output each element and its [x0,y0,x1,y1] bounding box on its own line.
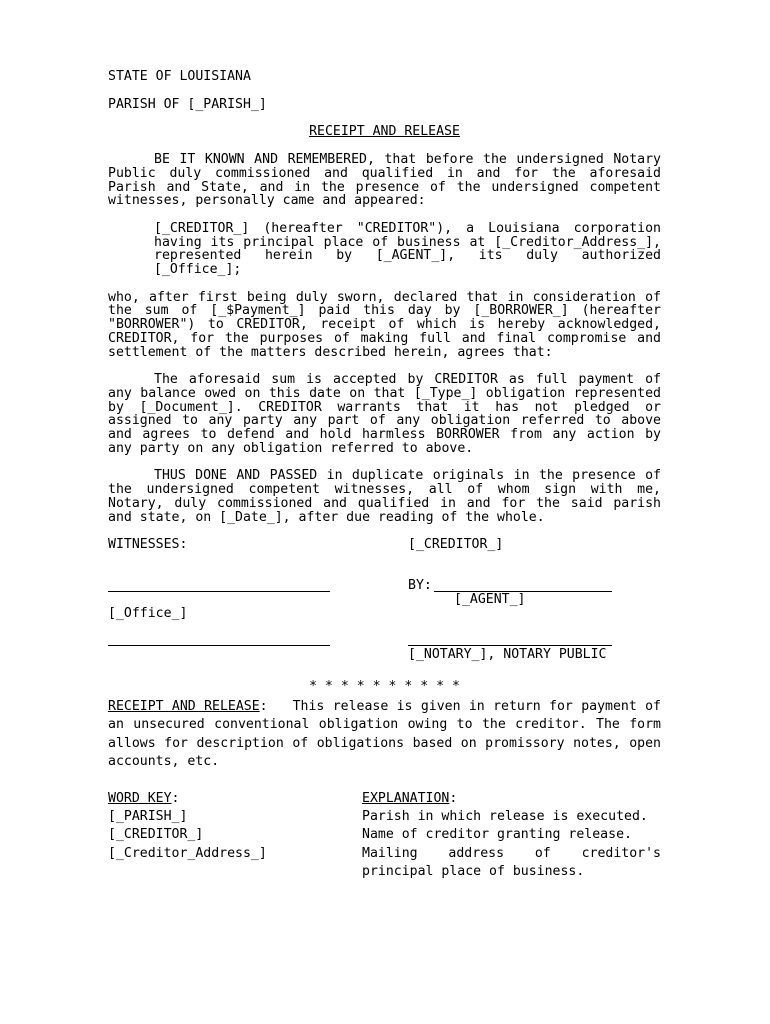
word-key-term: [_CREDITOR_] [108,827,204,843]
creditor-signature-name: [_CREDITOR_] [408,537,504,553]
paragraph-creditor: [_CREDITOR_] (hereafter "CREDITOR"), a Louisiana corporation having its principal place of business at [_Creditor_Address_], represented herein by [_AGENT_], its duly authorized [_Office_]; [154,220,661,278]
document-page [108,70,661,882]
word-key-row [108,845,661,882]
word-key-explanation: Mailing address of creditor's principal place of business. [362,845,661,880]
notary-name: [_NOTARY_], NOTARY PUBLIC [408,647,607,663]
state-heading: STATE OF LOUISIANA [108,69,251,84]
word-key-row [108,808,661,826]
release-note: RECEIPT AND RELEASE: This release is given in return for payment of an unsecured conventional obligation owing to the creditor. The form allows for description of obligations based on promissory notes, open accounts, etc. [108,698,661,770]
paragraph-declaration: who, after first being duly sworn, declared that in consideration of the sum of [_$Payment_] paid this day by [_BORROWER_] (hereafter "BORROWER") to CREDITOR, receipt of which is hereby acknowledged, CREDITOR, for the purposes of making full and final compromise and settlement of the matters described herein, agrees that: [108,289,661,360]
note-heading: RECEIPT AND RELEASE [108,698,260,714]
agent-name: [_AGENT_] [454,592,526,608]
paragraph-appearance: BE IT KNOWN AND REMEMBERED, that before the undersigned Notary Public duly commissioned and qualified in and for the aforesaid Parish and State, and in the presence of the undersigned competent witnesses, personally came and appeared: [108,152,661,209]
paragraph-acceptance: The aforesaid sum is accepted by CREDITOR as full payment of any balance owed on this date on that [_Type_] obligation represented by [_Document_]. CREDITOR warrants that it has not pledged or assigned to any party any part of any obligation referred to above and agrees to defend and hold harmless BORROWER from any action by any party on any obligation referred to above. [108,372,661,456]
word-key-header: WORD KEY: EXPLANATION: [108,790,458,806]
note-text: This release is given in return for payment of an unsecured conventional obligation owing to the creditor. The form allows for description of obligations based on promissory notes, open accounts, etc. [108,698,661,770]
word-key-explanation: Parish in which release is executed. [362,809,648,825]
office-label: [_Office_] [108,606,188,622]
parish-heading: PARISH OF [_PARISH_] [108,96,267,112]
witness-signature-line-1 [108,591,330,592]
word-key-term: [_PARISH_] [108,809,188,825]
paragraph-execution: THUS DONE AND PASSED in duplicate originals in the presence of the undersigned competent witnesses, all of whom sign with me, Notary, duly commissioned and qualified in and for the said parish and state, on [_Date_], after due reading of the whole. [108,468,661,525]
by-label: BY: [408,578,432,594]
word-key-explanation: Name of creditor granting release. [362,827,632,843]
signature-block [108,538,661,668]
witness-signature-line-2 [108,645,330,646]
word-key-row [108,826,661,844]
section-separator: * * * * * * * * * * [309,679,460,695]
word-key-table [108,790,661,882]
notary-signature-line [408,645,612,646]
word-key-term: [_Creditor_Address_] [108,845,267,861]
witnesses-label: WITNESSES: [108,537,188,553]
document-title: RECEIPT AND RELEASE [309,124,460,140]
